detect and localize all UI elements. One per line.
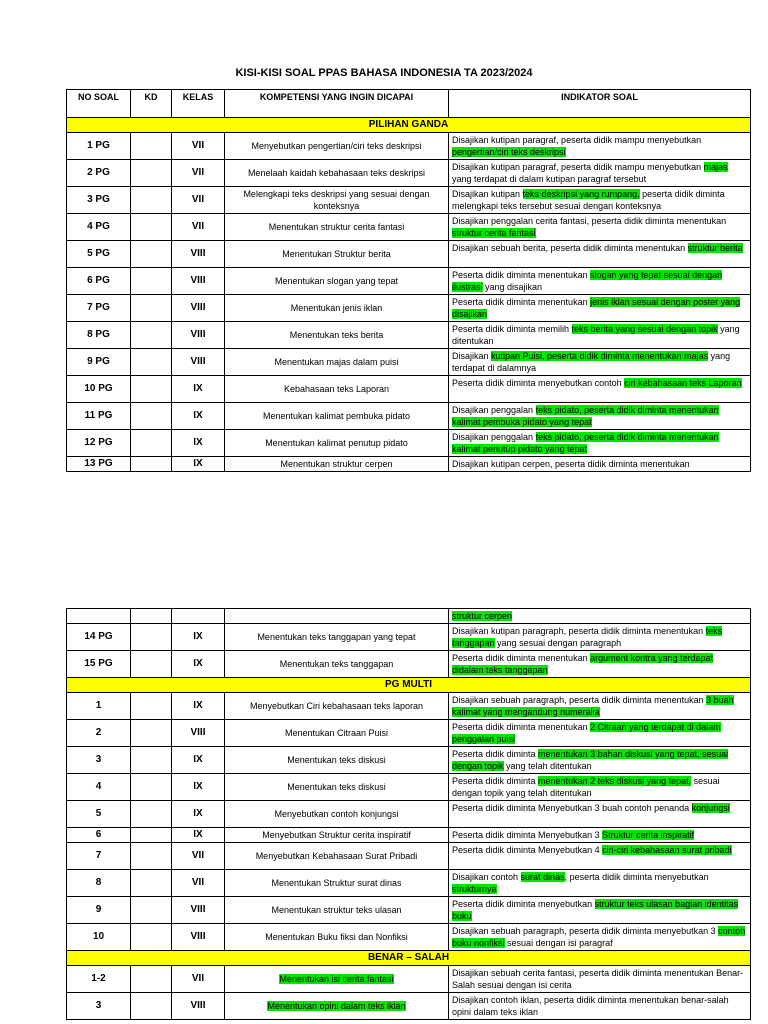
kompetensi-text: Menentukan teks diskusi: [287, 755, 386, 765]
kd-cell: [131, 843, 172, 870]
table-row: [67, 801, 751, 828]
kelas-cell: IX: [172, 624, 225, 651]
highlighted-text: struktur cerpen: [452, 611, 513, 621]
header-kelas: KELAS: [172, 90, 225, 118]
table-row: [67, 214, 751, 241]
indicator-text: yang disajikan: [482, 282, 543, 292]
no-soal-cell: 3: [67, 993, 131, 1020]
no-soal-cell: 1 PG: [67, 133, 131, 160]
table-row: [67, 693, 751, 720]
kompetensi-cell: [225, 160, 449, 187]
indicator-text: Disajikan sebuah berita, peserta didik diminta menentukan: [452, 243, 688, 253]
highlighted-text: teks pidato, peserta didik diminta menentukan kalimat penutup pidato yang tepat: [452, 432, 719, 454]
kd-cell: [131, 828, 172, 843]
kelas-cell: IX: [172, 747, 225, 774]
highlighted-text: menentukan 2 teks diskusi yang tepat,: [538, 776, 692, 786]
kelas-cell: IX: [172, 801, 225, 828]
indicator-text: yang terdapat di dalamnya: [452, 351, 731, 373]
highlighted-text: struktur berita: [687, 243, 743, 253]
kompetensi-text: Menentukan struktur cerpen: [280, 459, 393, 469]
header-kd: KD: [131, 90, 172, 118]
kompetensi-cell: [225, 322, 449, 349]
kompetensi-cell: [225, 624, 449, 651]
section-pg-multi-label: PG MULTI: [67, 678, 751, 693]
indicator-text: Disajikan penggalan cerita fantasi, peserta didik diminta menentukan: [452, 216, 727, 226]
indicator-text: , peserta didik diminta menyebutkan: [564, 872, 709, 882]
indikator-cell: [449, 993, 751, 1020]
no-soal-cell: 3 PG: [67, 187, 131, 214]
table-row: [67, 241, 751, 268]
highlighted-text: slogan yang tepat sesuai dengan ilustrasi: [452, 270, 723, 292]
indicator-text: Peserta didik diminta: [452, 749, 539, 759]
table-row: [67, 924, 751, 951]
kd-cell: [131, 693, 172, 720]
kelas-cell: VII: [172, 214, 225, 241]
table-row: [67, 870, 751, 897]
highlighted-text: ciri kebahasaan teks Laporan: [624, 378, 742, 388]
kompetensi-text: Menentukan teks tanggapan: [279, 659, 394, 669]
no-soal-cell: 9 PG: [67, 349, 131, 376]
kelas-cell: VIII: [172, 720, 225, 747]
indicator-text: yang sesuai dengan paragraph: [494, 638, 622, 648]
kisi-kisi-table-page2: [66, 608, 751, 1020]
kompetensi-cell: [225, 187, 449, 214]
kelas-cell: VIII: [172, 924, 225, 951]
indicator-text: Disajikan contoh iklan, peserta didik diminta menentukan benar-salah opini dalam teks iklan: [452, 995, 729, 1017]
indicator-text: yang ditentukan: [452, 324, 740, 346]
no-soal-cell: 7 PG: [67, 295, 131, 322]
kompetensi-text: Menyebutkan Kebahasaan Surat Pribadi: [255, 851, 418, 861]
kd-cell: [131, 241, 172, 268]
indikator-cell: [449, 720, 751, 747]
kompetensi-cell: [225, 801, 449, 828]
indikator-cell: [449, 801, 751, 828]
section-pilihan-ganda: [67, 118, 751, 133]
kompetensi-cell: [225, 133, 449, 160]
kompetensi-cell: [225, 774, 449, 801]
kd-cell: [131, 214, 172, 241]
kd-cell: [131, 870, 172, 897]
indicator-text: Peserta didik diminta menentukan: [452, 653, 591, 663]
table-row: [67, 747, 751, 774]
no-soal-cell: 6 PG: [67, 268, 131, 295]
indicator-text: Disajikan sebuah paragraph, peserta didik diminta menyebutkan 3: [452, 926, 719, 936]
kd-cell: [131, 624, 172, 651]
table-row: [67, 160, 751, 187]
kd-cell: [131, 295, 172, 322]
table-row: [67, 993, 751, 1020]
kompetensi-text: Menentukan kalimat penutup pidato: [265, 438, 408, 448]
kompetensi-cell: [225, 214, 449, 241]
indikator-cell: [449, 322, 751, 349]
kelas-cell: IX: [172, 376, 225, 403]
kompetensi-text: Menyebutkan Struktur cerita inspiratif: [262, 830, 411, 840]
kompetensi-cell: [225, 843, 449, 870]
indicator-text: peserta didik diminta melengkapi teks tersebut sesuai dengan konteksnya: [452, 189, 725, 211]
kompetensi-cell: [225, 870, 449, 897]
kelas-cell: IX: [172, 430, 225, 457]
indikator-cell: [449, 187, 751, 214]
kd-cell: [131, 747, 172, 774]
kompetensi-cell: [225, 376, 449, 403]
indikator-cell: [449, 403, 751, 430]
indicator-text: Peserta didik diminta memilih: [452, 324, 572, 334]
kompetensi-text: Menentukan Struktur berita: [282, 249, 391, 259]
highlighted-text: 3 buah kalimat yang mengandung numeralia: [452, 695, 734, 717]
no-soal-cell: 10: [67, 924, 131, 951]
kelas-cell: VII: [172, 870, 225, 897]
highlighted-text: teks deskripsi yang rumpang,: [522, 189, 640, 199]
no-soal-cell: 1: [67, 693, 131, 720]
indicator-text: Peserta didik diminta menentukan: [452, 270, 591, 280]
indikator-cell: [449, 624, 751, 651]
kelas-cell: VII: [172, 133, 225, 160]
kompetensi-text: Menyebutkan contoh konjungsi: [274, 809, 399, 819]
kd-cell: [131, 403, 172, 430]
table-row: [67, 843, 751, 870]
kelas-cell: VII: [172, 160, 225, 187]
kd-cell: [131, 993, 172, 1020]
indicator-text: Disajikan: [452, 351, 492, 361]
table-row: [67, 774, 751, 801]
highlighted-text: contoh buku nonfiksi: [452, 926, 746, 948]
kelas-cell: VII: [172, 966, 225, 993]
indicator-text: sesuai dengan isi paragraf: [504, 938, 613, 948]
kelas-cell: VIII: [172, 897, 225, 924]
table-row: [67, 187, 751, 214]
no-soal-cell: 7: [67, 843, 131, 870]
table-row: [67, 376, 751, 403]
kompetensi-cell: [225, 430, 449, 457]
highlighted-text: teks berita yang sesuai dengan topik: [571, 324, 718, 334]
no-soal-cell: 10 PG: [67, 376, 131, 403]
kd-cell: [131, 430, 172, 457]
kompetensi-text: Kebahasaan teks Laporan: [283, 384, 390, 394]
kompetensi-cell: [225, 966, 449, 993]
highlighted-text: teks pidato, peserta didik diminta menentukan kalimat pembuka pidato yang tepat: [452, 405, 719, 427]
no-soal-cell: 5: [67, 801, 131, 828]
indicator-text: Peserta didik diminta Menyebutkan 3: [452, 830, 603, 840]
indikator-cell: [449, 651, 751, 678]
indicator-text: Peserta didik diminta: [452, 776, 539, 786]
indicator-text: Disajikan sebuah paragraph, peserta didik diminta menentukan: [452, 695, 707, 705]
highlighted-text: konjungsi: [691, 803, 730, 813]
kelas-cell: VII: [172, 187, 225, 214]
no-soal-cell: 2 PG: [67, 160, 131, 187]
no-soal-cell: 9: [67, 897, 131, 924]
highlighted-text: argument kontra yang terdapat didalam teks tanggapan: [452, 653, 714, 675]
kompetensi-cell: [225, 651, 449, 678]
kompetensi-text: Menyebutkan pengertian/ciri teks deskripsi: [251, 141, 422, 151]
kd-cell: [131, 349, 172, 376]
indikator-cell: [449, 747, 751, 774]
highlighted-text: 2 Citraan yang terdapat di dalam penggalan puisi: [452, 722, 721, 744]
indicator-text: Peserta didik diminta Menyebutkan 3 buah contoh penanda: [452, 803, 692, 813]
kompetensi-cell: [225, 609, 449, 624]
kompetensi-text: Menelaah kaidah kebahasaan teks deskripsi: [247, 168, 426, 178]
indicator-text: Disajikan kutipan paragraph, peserta didik diminta menentukan: [452, 626, 706, 636]
section-pg-multi: [67, 678, 751, 693]
highlighted-text: ciri-ciri kebahasaan surat pribadi: [602, 845, 732, 855]
table-row: [67, 133, 751, 160]
no-soal-cell: 8: [67, 870, 131, 897]
table-row: [67, 322, 751, 349]
kompetensi-text: Menentukan teks tanggapan yang tepat: [257, 632, 416, 642]
table-row: [67, 295, 751, 322]
indicator-text: Disajikan kutipan paragraf, peserta didik mampu menyebutkan: [452, 162, 704, 172]
kompetensi-cell: [225, 747, 449, 774]
kelas-cell: VIII: [172, 241, 225, 268]
kd-cell: [131, 774, 172, 801]
table-row: [67, 430, 751, 457]
indikator-cell: [449, 897, 751, 924]
indikator-cell: [449, 828, 751, 843]
kelas-cell: [172, 609, 225, 624]
kd-cell: [131, 924, 172, 951]
highlighted-text: surat dinas: [520, 872, 565, 882]
no-soal-cell: 1-2: [67, 966, 131, 993]
kd-cell: [131, 133, 172, 160]
indikator-cell: [449, 693, 751, 720]
no-soal-cell: 4: [67, 774, 131, 801]
no-soal-cell: 14 PG: [67, 624, 131, 651]
kelas-cell: IX: [172, 693, 225, 720]
table-row: [67, 897, 751, 924]
kd-cell: [131, 187, 172, 214]
kompetensi-cell: [225, 457, 449, 472]
highlighted-text: majas: [703, 162, 728, 172]
kompetensi-text: Menentukan teks diskusi: [287, 782, 386, 792]
kompetensi-text: Melengkapi teks deskripsi yang sesuai dengan konteksnya: [243, 189, 430, 211]
kompetensi-text: Menyebutkan Ciri kebahasaan teks laporan: [249, 701, 424, 711]
kisi-kisi-table-page1: [66, 89, 751, 472]
table-row: [67, 349, 751, 376]
indicator-text: Peserta didik diminta menentukan: [452, 297, 591, 307]
kompetensi-cell: [225, 349, 449, 376]
indikator-cell: [449, 924, 751, 951]
indicator-text: Peserta didik diminta Menyebutkan 4: [452, 845, 603, 855]
indikator-cell: [449, 870, 751, 897]
section-benar-salah: [67, 951, 751, 966]
no-soal-cell: 11 PG: [67, 403, 131, 430]
kd-cell: [131, 160, 172, 187]
indikator-cell: [449, 160, 751, 187]
kompetensi-text: Menentukan Citraan Puisi: [284, 728, 389, 738]
kompetensi-cell: [225, 897, 449, 924]
kd-cell: [131, 720, 172, 747]
header-no-soal: NO SOAL: [67, 90, 131, 118]
kompetensi-cell: [225, 924, 449, 951]
kompetensi-text: Menentukan teks berita: [289, 330, 384, 340]
table-row-continued: [67, 609, 751, 624]
kompetensi-text: Menentukan isi cerita fantasi: [279, 974, 394, 984]
document-title: KISI-KISI SOAL PPAS BAHASA INDONESIA TA 2023/2024: [235, 67, 533, 79]
indicator-text: Disajikan kutipan: [452, 189, 523, 199]
header-indikator: INDIKATOR SOAL: [449, 90, 751, 118]
table-row: [67, 720, 751, 747]
indikator-cell: [449, 457, 751, 472]
kelas-cell: VIII: [172, 295, 225, 322]
indicator-text: yang telah ditentukan: [503, 761, 592, 771]
indicator-text: Peserta didik diminta menyebutkan: [452, 899, 595, 909]
indicator-text: Disajikan penggalan: [452, 405, 536, 415]
section-pilihan-ganda-label: PILIHAN GANDA: [67, 118, 751, 133]
kompetensi-text: Menentukan kalimat pembuka pidato: [262, 411, 411, 421]
table-row: [67, 651, 751, 678]
kelas-cell: IX: [172, 774, 225, 801]
indikator-cell: [449, 241, 751, 268]
table-row: [67, 828, 751, 843]
no-soal-cell: 8 PG: [67, 322, 131, 349]
table-row: [67, 457, 751, 472]
indikator-cell: [449, 774, 751, 801]
indikator-cell: [449, 133, 751, 160]
kompetensi-cell: [225, 241, 449, 268]
table-row: [67, 403, 751, 430]
kd-cell: [131, 609, 172, 624]
header-kompetensi: KOMPETENSI YANG INGIN DICAPAI: [225, 90, 449, 118]
no-soal-cell: [67, 609, 131, 624]
indicator-text: Disajikan kutipan paragraf, peserta didik mampu menyebutkan: [452, 135, 702, 145]
highlighted-text: Struktur cerita inspiratif: [602, 830, 695, 840]
kelas-cell: VIII: [172, 268, 225, 295]
section-benar-salah-label: BENAR – SALAH: [67, 951, 751, 966]
kelas-cell: VIII: [172, 322, 225, 349]
no-soal-cell: 15 PG: [67, 651, 131, 678]
kompetensi-text: Menentukan struktur teks ulasan: [271, 905, 402, 915]
kd-cell: [131, 966, 172, 993]
kd-cell: [131, 268, 172, 295]
kompetensi-text: Menentukan jenis iklan: [290, 303, 383, 313]
highlighted-text: struktur cerita fantasi: [452, 228, 536, 238]
kompetensi-cell: [225, 268, 449, 295]
highlighted-text: menentukan 3 bahan diskusi yang tepat, sesuai dengan topik: [452, 749, 729, 771]
kompetensi-cell: [225, 403, 449, 430]
kompetensi-cell: [225, 693, 449, 720]
indicator-text: Disajikan contoh: [452, 872, 521, 882]
indikator-cell: [449, 966, 751, 993]
table-row: [67, 268, 751, 295]
indicator-text: sesuai dengan topik yang telah ditentukan: [452, 776, 720, 798]
no-soal-cell: 6: [67, 828, 131, 843]
kelas-cell: VIII: [172, 349, 225, 376]
kompetensi-text: Menentukan opini dalam teks iklan: [267, 1001, 406, 1011]
kompetensi-cell: [225, 720, 449, 747]
highlighted-text: jenis iklan sesuai dengan poster yang disajikan: [452, 297, 741, 319]
indikator-cell: [449, 214, 751, 241]
kompetensi-text: Menentukan majas dalam puisi: [274, 357, 399, 367]
indicator-text: Disajikan sebuah cerita fantasi, peserta didik diminta menentukan Benar-Salah sesuai dengan isi cerita: [452, 968, 744, 990]
highlighted-text: pengertian/ciri teks deskripsi: [452, 147, 566, 157]
kd-cell: [131, 457, 172, 472]
indikator-cell: [449, 843, 751, 870]
indikator-cell: [449, 376, 751, 403]
kompetensi-cell: [225, 295, 449, 322]
highlighted-text: kutipan Puisi, peserta didik diminta menentukan majas: [491, 351, 709, 361]
kd-cell: [131, 322, 172, 349]
kompetensi-cell: [225, 993, 449, 1020]
indicator-text: Peserta didik diminta menentukan: [452, 722, 591, 732]
indicator-text: yang terdapat di dalam kutipan paragraf tersebut: [452, 174, 647, 184]
no-soal-cell: 3: [67, 747, 131, 774]
no-soal-cell: 5 PG: [67, 241, 131, 268]
indikator-cell: [449, 295, 751, 322]
kompetensi-text: Menentukan struktur cerita fantasi: [268, 222, 405, 232]
kd-cell: [131, 651, 172, 678]
indikator-cell: [449, 609, 751, 624]
kelas-cell: IX: [172, 403, 225, 430]
kd-cell: [131, 897, 172, 924]
no-soal-cell: 4 PG: [67, 214, 131, 241]
table-row: [67, 966, 751, 993]
kompetensi-text: Menentukan Buku fiksi dan Nonfiksi: [265, 932, 408, 942]
kelas-cell: IX: [172, 457, 225, 472]
kd-cell: [131, 376, 172, 403]
table-row: [67, 624, 751, 651]
highlighted-text: strukturnya: [452, 884, 497, 894]
no-soal-cell: 2: [67, 720, 131, 747]
indikator-cell: [449, 430, 751, 457]
kompetensi-text: Menentukan Struktur surat dinas: [271, 878, 402, 888]
kelas-cell: VII: [172, 843, 225, 870]
kelas-cell: IX: [172, 651, 225, 678]
indicator-text: Peserta didik diminta menyebutkan contoh: [452, 378, 625, 388]
kd-cell: [131, 801, 172, 828]
highlighted-text: teks tanggapan: [452, 626, 723, 648]
indikator-cell: [449, 268, 751, 295]
kelas-cell: IX: [172, 828, 225, 843]
indicator-text: Disajikan penggalan: [452, 432, 536, 442]
no-soal-cell: 13 PG: [67, 457, 131, 472]
kompetensi-text: Menentukan slogan yang tepat: [274, 276, 399, 286]
highlighted-text: struktur teks ulasan bagian identitas buku: [452, 899, 739, 921]
kelas-cell: VIII: [172, 993, 225, 1020]
no-soal-cell: 12 PG: [67, 430, 131, 457]
indicator-text: Disajikan kutipan cerpen, peserta didik diminta menentukan: [452, 459, 690, 469]
kompetensi-cell: [225, 828, 449, 843]
indikator-cell: [449, 349, 751, 376]
